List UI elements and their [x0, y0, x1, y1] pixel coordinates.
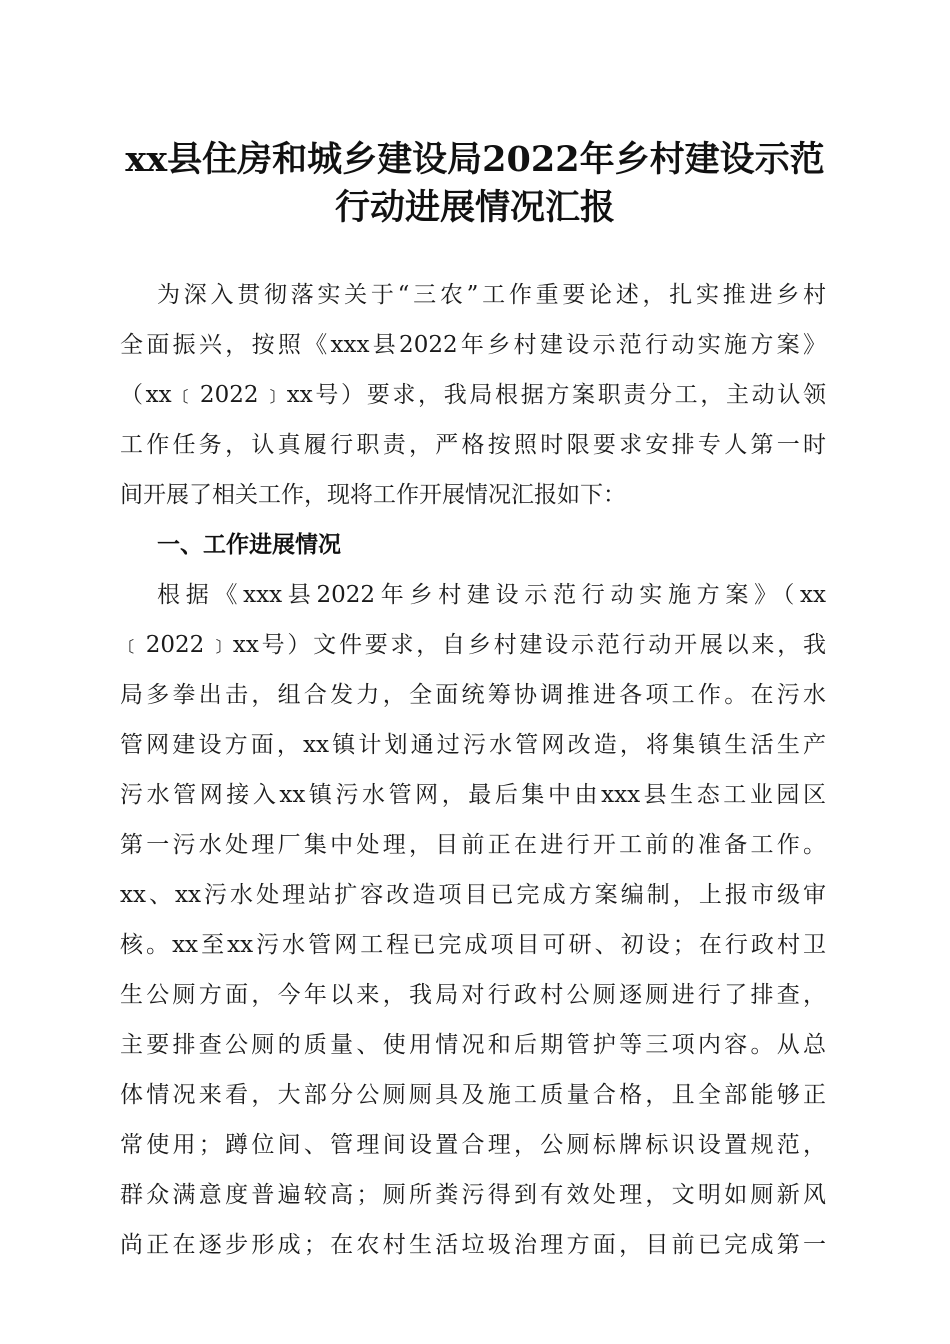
intro-paragraph-line: 为深入贯彻落实关于“三农”工作重要论述，扎实推进乡村 — [157, 282, 826, 308]
body-paragraph-line: 常使用；蹲位间、管理间设置合理，公厕标牌标识设置规范， — [120, 1132, 826, 1158]
body-paragraph-line: 污水管网接入xx镇污水管网，最后集中由xxx县生态工业园区 — [120, 782, 826, 808]
body-paragraph-line: 主要排查公厕的质量、使用情况和后期管护等三项内容。从总 — [120, 1032, 826, 1058]
body-paragraph-line: 尚正在逐步形成；在农村生活垃圾治理方面，目前已完成第一 — [120, 1232, 826, 1258]
section-heading: 一、工作进展情况 — [157, 532, 341, 558]
body-paragraph-line: 局多拳出击，组合发力，全面统筹协调推进各项工作。在污水 — [120, 682, 826, 708]
document-title-line-2: 行动进展情况汇报 — [334, 187, 615, 228]
document-title-line-1: xx县住房和城乡建设局2022年乡村建设示范 — [125, 139, 825, 180]
body-paragraph-line: 第一污水处理厂集中处理，目前正在进行开工前的准备工作。 — [120, 832, 826, 858]
intro-paragraph-line: 工作任务，认真履行职责，严格按照时限要求安排专人第一时 — [120, 432, 826, 458]
intro-paragraph-line: （xx﹝2022﹞xx号）要求，我局根据方案职责分工，主动认领 — [120, 382, 826, 408]
body-paragraph-line: ﹝2022﹞xx号）文件要求，自乡村建设示范行动开展以来，我 — [120, 632, 826, 658]
body-paragraph-line: 核。xx至xx污水管网工程已完成项目可研、初设；在行政村卫 — [120, 932, 826, 958]
body-paragraph-line: 根据《xxx县2022年乡村建设示范行动实施方案》（xx — [157, 582, 826, 608]
body-paragraph-line: 体情况来看，大部分公厕厕具及施工质量合格，且全部能够正 — [120, 1082, 826, 1108]
body-paragraph-line: 群众满意度普遍较高；厕所粪污得到有效处理，文明如厕新风 — [120, 1182, 826, 1208]
body-paragraph-line: xx、xx污水处理站扩容改造项目已完成方案编制，上报市级审 — [120, 882, 826, 908]
intro-paragraph-line: 间开展了相关工作，现将工作开展情况汇报如下： — [120, 482, 626, 508]
intro-paragraph-line: 全面振兴，按照《xxx县2022年乡村建设示范行动实施方案》 — [120, 332, 826, 358]
body-paragraph-line: 管网建设方面，xx镇计划通过污水管网改造，将集镇生活生产 — [120, 732, 826, 758]
body-paragraph-line: 生公厕方面，今年以来，我局对行政村公厕逐厕进行了排查， — [120, 982, 826, 1008]
